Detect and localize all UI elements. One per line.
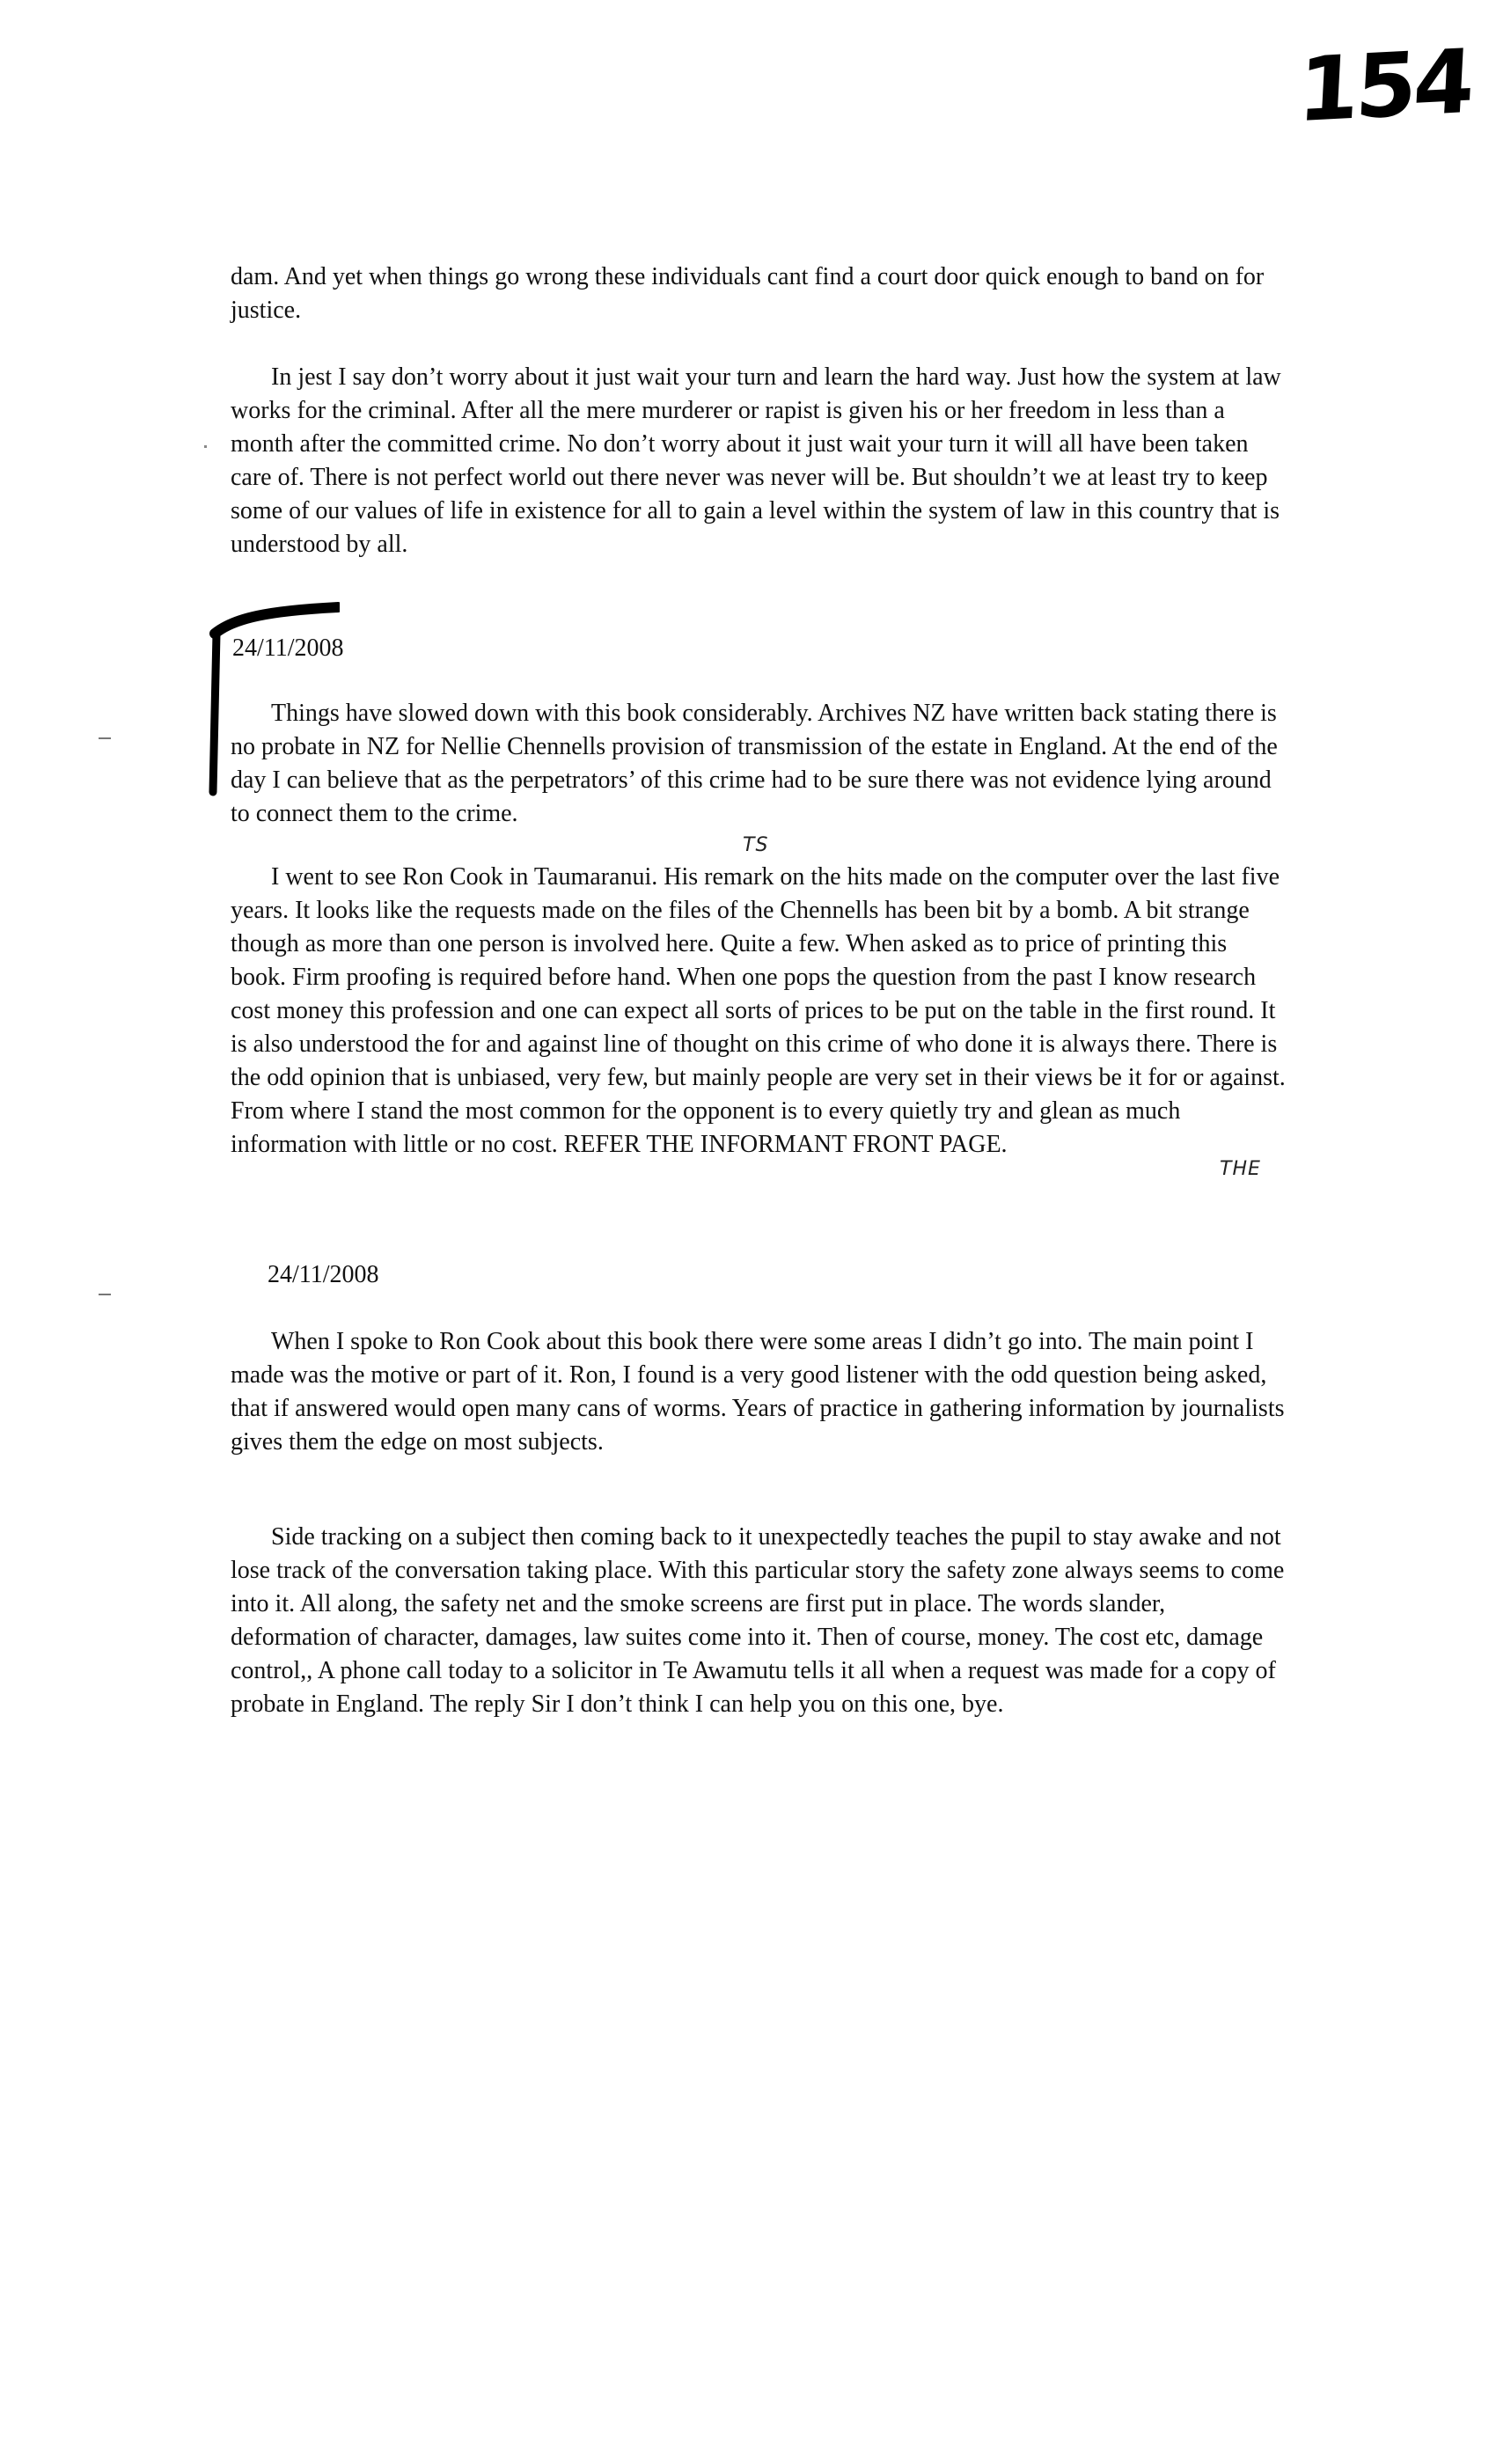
paragraph-2: In jest I say don’t worry about it just wait your turn and learn the hard way. Just how the system at law works for the criminal. After all the mere murderer or rapist is given his or her freedom in less than a month after the committed crime. No don’t worry about it just wait your turn it will all have been taken care of. There is not perfect world out there never was never will be. But shouldn’t we at least try to keep some of our values of life in existence for all to gain a level within the system of law in this country that is understood by all. bbox=[231, 363, 1281, 558]
margin-tick bbox=[99, 737, 111, 739]
paragraph-6: Side tracking on a subject then coming back to it unexpectedly teaches the pupil to stay awake and not lose track of the conversation taking place. With this particular story the safety zone always seems to come into it. All along, the safety net and the smoke screens are first put in place. The words slander, deformation of character, damages, law suites come into it. Then of course, money. The cost etc, damage control,, A phone call today to a solicitor in Te Awamutu tells it all when a request was made for a copy of probate in England. The reply Sir I don’t think I can help you on this one, bye. bbox=[231, 1523, 1285, 1718]
margin-tick bbox=[99, 1294, 111, 1295]
paragraph-1: dam. And yet when things go wrong these individuals cant find a court door quick enough to band on for justice. bbox=[231, 263, 1265, 324]
paragraph-3: Things have slowed down with this book considerably. Archives NZ have written back stating there is no probate in NZ for Nellie Chennells provision of transmission of the estate in England. At the end of the day I can believe that as the perpetrators’ of this crime had to be sure there was not evidence lying around to connect them to the crime. bbox=[231, 700, 1278, 827]
handwritten-correction-hits: TS bbox=[743, 834, 769, 856]
handwritten-correction-the: THE bbox=[1220, 1158, 1261, 1180]
paragraph-5: When I spoke to Ron Cook about this book there were some areas I didn’t go into. The main point I made was the motive or part of it. Ron, I found is a very good listener with the odd question being asked, that if answered would open many cans of worms. Years of practice in gathering information by journalists gives them the edge on most subjects. bbox=[231, 1328, 1285, 1456]
margin-dot bbox=[204, 445, 207, 448]
entry-date-2: 24/11/2008 bbox=[268, 1261, 379, 1288]
entry-date-1: 24/11/2008 bbox=[232, 634, 344, 662]
page-number: 154 bbox=[1295, 29, 1474, 143]
paragraph-4: I went to see Ron Cook in Taumaranui. His remark on the hits made on the computer over the last five years. It looks like the requests made on the files of the Chennells has been bit by a bomb. A bit strange though as more than one person is involved here. Quite a few. When asked as to price of printing this book. Firm proofing is required before hand. When one pops the question from the past I know research cost money this profession and one can expect all sorts of prices to be put on the table in the first round. It is also understood the for and against line of thought on this crime of who done it is always there. There is the odd opinion that is unbiased, very few, but mainly people are very set in their views be it for or against. From where I stand the most common for the opponent is to every quietly try and glean as much information with little or no cost. REFER THE INFORMANT FRONT PAGE. bbox=[231, 863, 1286, 1158]
